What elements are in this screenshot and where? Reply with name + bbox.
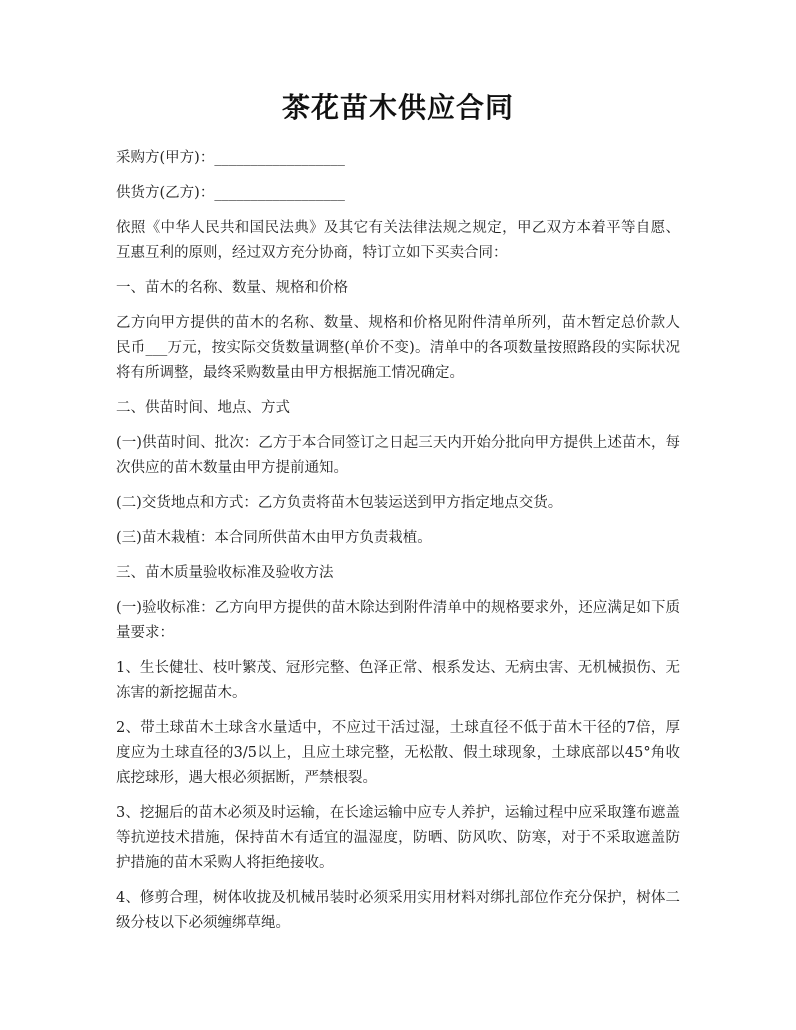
section-heading-3: 三、苗木质量验收标准及验收方法 <box>116 565 334 581</box>
clause-2-2: (二)交货地点和方式：乙方负责将苗木包装运送到甲方指定地点交货。 <box>116 495 563 511</box>
section-heading-2: 二、供苗时间、地点、方式 <box>116 400 290 416</box>
clause-2-3: (三)苗木栽植：本合同所供苗木由甲方负责栽植。 <box>116 530 432 546</box>
section-heading-1: 一、苗木的名称、数量、规格和价格 <box>116 280 348 296</box>
document-title: 茶花苗木供应合同 <box>281 91 514 124</box>
preamble-paragraph: 依照《中华人民共和国民法典》及其它有关法律法规之规定，甲乙双方本着平等自愿、互惠互利的原则，经过双方充分协商，特订立如下买卖合同： <box>116 220 680 261</box>
clause-2-1: (一)供苗时间、批次：乙方于本合同签订之日起三天内开始分批向甲方提供上述苗木，每次供应的苗木数量由甲方提前通知。 <box>116 435 680 476</box>
requirement-item-1: 1、生长健壮、枝叶繁茂、冠形完整、色泽正常、根系发达、无病虫害、无机械损伤、无冻害的新挖掘苗木。 <box>116 660 680 701</box>
supplier-line: 供货方(乙方)：__________________ <box>116 185 345 201</box>
requirement-item-4: 4、修剪合理，树体收拢及机械吊装时必须采用实用材料对绑扎部位作充分保护，树体二级分枝以下必须缠绑草绳。 <box>116 890 680 931</box>
clause-3-1: (一)验收标准：乙方向甲方提供的苗木除达到附件清单中的规格要求外，还应满足如下质量要求： <box>116 600 680 641</box>
buyer-line: 采购方(甲方)：__________________ <box>116 150 345 166</box>
requirement-item-3: 3、挖掘后的苗木必须及时运输，在长途运输中应专人养护，运输过程中应采取篷布遮盖等抗逆技术措施，保持苗木有适宜的温湿度，防晒、防风吹、防寒，对于不采取遮盖防护措施的苗木采购人将拒绝接收。 <box>116 805 680 871</box>
section-1-paragraph: 乙方向甲方提供的苗木的名称、数量、规格和价格见附件清单所列，苗木暂定总价款人民币___万元，按实际交货数量调整(单价不变)。清单中的各项数量按照路段的实际状况将有所调整，最终采购数量由甲方根据施工情况确定。 <box>116 315 680 381</box>
requirement-item-2: 2、带土球苗木土球含水量适中，不应过干活过湿，土球直径不低于苗木干径的7倍，厚度应为土球直径的3/5以上，且应土球完整，无松散、假土球现象，土球底部以45°角收底挖球形，遇大根必须据断，严禁根裂。 <box>116 720 680 786</box>
